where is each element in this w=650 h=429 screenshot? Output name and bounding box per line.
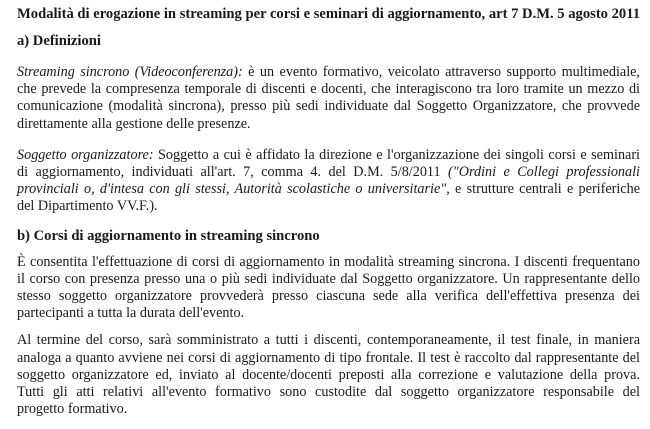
definition-quote: provinciali o, d'intesa con gli stessi, Autorità scolastiche o universitarie" <box>17 181 447 198</box>
definition-line <box>17 64 640 81</box>
paragraph-line: il corso con presenza presso una o più sedi individuate dal Soggetto organizzatore. Un rappresentante dello <box>17 270 640 287</box>
definition-line: che prevede la compresenza temporale di discenti e docenti, che interagiscono tra loro tramite un mezzo di <box>17 81 640 98</box>
section-b-heading: b) Corsi di aggiornamento in streaming sincrono <box>17 227 320 244</box>
definition-quote: ("Ordini e Collegi professionali <box>448 164 640 181</box>
definition-line <box>17 147 640 164</box>
paragraph-line: Tutti gli atti relativi all'evento formativo sono custodite dal soggetto organizzatore responsabile del <box>17 384 640 401</box>
definition-text: Soggetto a cui è affidato la direzione e l'organizzazione dei singoli corsi e seminari <box>153 146 640 163</box>
paragraph-line: partecipanti a tutta la durata dell'evento. <box>17 305 245 322</box>
paragraph-line: È consentita l'effettuazione di corsi di aggiornamento in modalità streaming sincrona. I discenti frequentano <box>17 253 640 270</box>
definition-term: Soggetto organizzatore: <box>17 146 154 163</box>
section-a-heading: a) Definizioni <box>17 33 101 49</box>
definition-text: di aggiornamento, individuati all'art. 7, comma 4. del D.M. 5/8/2011 <box>17 164 449 181</box>
definition-soggetto-organizzatore <box>17 147 640 216</box>
definition-line: del Dipartimento VV.F.). <box>17 198 158 215</box>
paragraph-line: soggetto organizzatore ed, inviato al docente/docenti preposti alla correzione e valutazione della prova. <box>17 366 640 383</box>
paragraph-line: Al termine del corso, sarà somministrato a tutti i discenti, contemporaneamente, il test finale, in maniera <box>17 332 640 349</box>
definition-line <box>17 181 640 198</box>
definition-text: , e strutture centrali e periferiche <box>446 181 640 198</box>
paragraph-line: stesso soggetto organizzatore provvederà presso ciascuna sede alla verifica dell'effettiva presenza dei <box>17 288 640 305</box>
section-b-paragraph-2 <box>17 332 640 418</box>
definition-line <box>17 164 640 181</box>
definition-line: comunicazione (modalità sincrona), presso più sedi individuate dal Soggetto Organizzatore, che provvede <box>17 98 640 115</box>
definition-term: Streaming sincrono (Videoconferenza): <box>17 64 243 80</box>
paragraph-line: progetto formativo. <box>17 401 128 418</box>
definition-streaming-sincrono <box>17 64 640 133</box>
paragraph-line: analoga a quanto avviene nei corsi di aggiornamento di tipo frontale. Il test è raccolto dal rappresentante del <box>17 349 640 366</box>
definition-text: è un evento formativo, veicolato attraverso supporto multimediale, <box>242 64 640 80</box>
section-b-paragraph-1 <box>17 254 640 323</box>
document-title: Modalità di erogazione in streaming per corsi e seminari di aggiornamento, art 7 D.M. 5 agosto 2011 <box>17 6 641 22</box>
definition-line: direttamente alla gestione delle presenze. <box>17 115 251 132</box>
